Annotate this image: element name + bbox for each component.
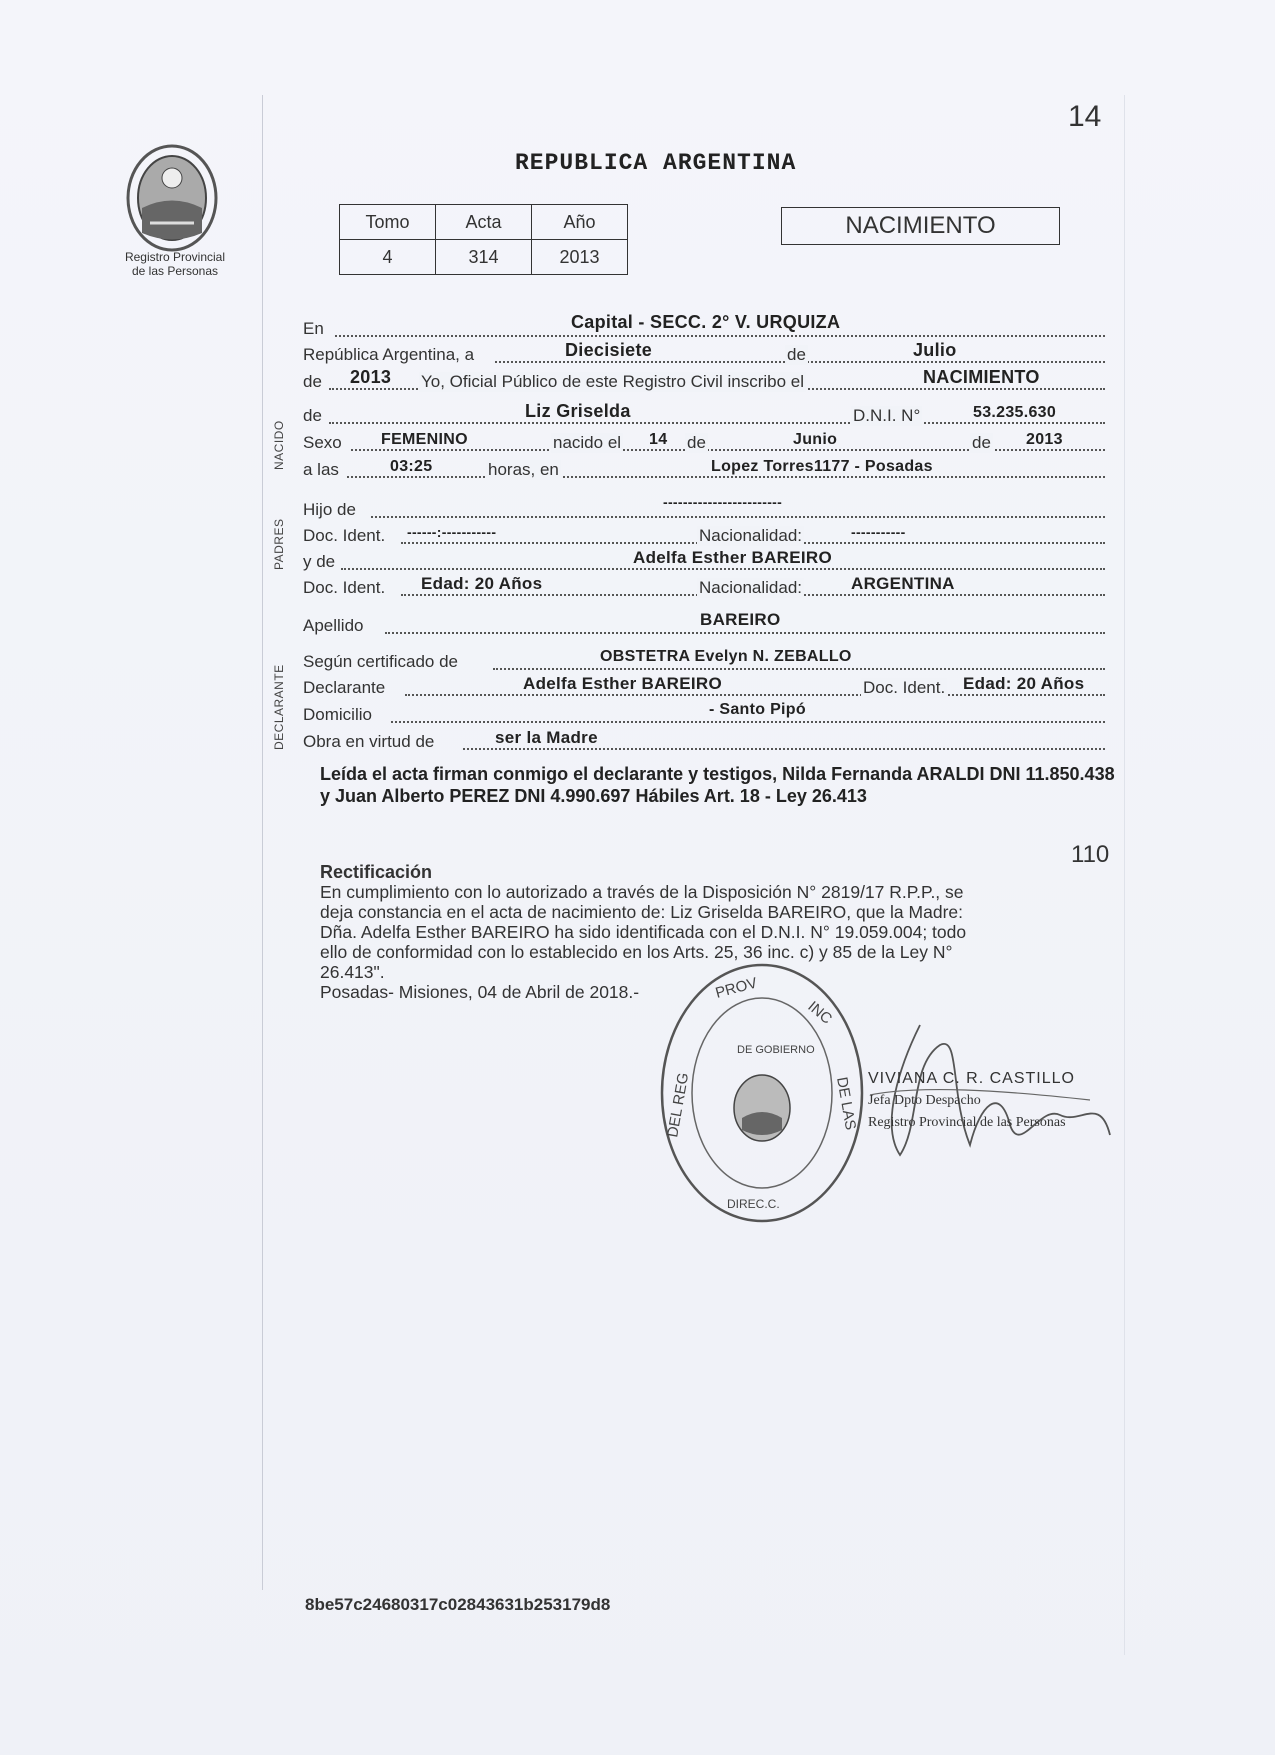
side-label-nacido: NACIDO <box>272 420 286 470</box>
label-hijo: Hijo de <box>303 500 356 519</box>
label-de: de <box>787 345 806 364</box>
signer-org: Registro Provincial de las Personas <box>868 1115 1066 1130</box>
value-domicilio: - Santo Pipó <box>709 701 806 718</box>
label-declarante: Declarante <box>303 678 386 697</box>
row-sexo <box>303 429 1105 453</box>
rectification-line: ello de conformidad con lo establecido en los Arts. 25, 36 inc. c) y 85 de la Ley N° <box>320 942 953 962</box>
svg-text:DE LAS: DE LAS <box>833 1075 860 1132</box>
side-label-padres: PADRES <box>272 518 286 570</box>
registry-label <box>100 250 250 278</box>
row-en <box>303 312 1105 339</box>
svg-text:DE GOBIERNO: DE GOBIERNO <box>737 1044 815 1056</box>
dotted-line <box>493 668 1105 670</box>
value-doc3: Edad: 20 Años <box>963 674 1085 693</box>
svg-text:DIREC.C.: DIREC.C. <box>727 1197 780 1211</box>
signer-title: Jefa Dpto Despacho <box>868 1093 981 1108</box>
value-obra: ser la Madre <box>495 728 598 747</box>
label-republica: República Argentina, a <box>303 345 475 364</box>
value-anio-inscripcion: 2013 <box>350 367 392 387</box>
dotted-line <box>329 422 1105 424</box>
header-tomo: Tomo <box>340 205 436 240</box>
value-apellido: BAREIRO <box>700 610 781 629</box>
value-tomo: 4 <box>340 240 436 275</box>
row-hora <box>303 456 1105 480</box>
label-doc3: Doc. Ident. <box>863 678 946 697</box>
record-table <box>339 204 628 275</box>
folio-number: 110 <box>1071 841 1110 868</box>
province-emblem-icon <box>120 138 224 258</box>
row-segun <box>303 648 1105 672</box>
value-nac1: ----------- <box>851 524 906 540</box>
value-nac-dia: 14 <box>649 431 668 448</box>
rectification-date: Posadas- Misiones, 04 de Abril de 2018.- <box>320 982 640 1002</box>
label-oficial: Yo, Oficial Público de este Registro Civil inscribo el <box>421 372 804 391</box>
value-dia: Diecisiete <box>565 340 653 360</box>
label-doc2: Doc. Ident. <box>303 578 386 597</box>
label-dni: D.N.I. N° <box>853 406 921 425</box>
value-doc2: Edad: 20 Años <box>421 574 543 593</box>
header-acta: Acta <box>436 205 532 240</box>
value-segun: OBSTETRA Evelyn N. ZEBALLO <box>600 648 852 665</box>
row-obra <box>303 728 1105 752</box>
registry-label-line2: de las Personas <box>131 264 219 278</box>
value-hora: 03:25 <box>390 458 433 475</box>
row-nombre <box>303 402 1105 426</box>
label-segun: Según certificado de <box>303 652 458 671</box>
row-republica <box>303 341 1105 365</box>
signer-name: VIVIANA C. R. CASTILLO <box>868 1070 1075 1087</box>
value-inscribo: NACIMIENTO <box>923 367 1040 387</box>
dotted-line <box>385 632 1105 634</box>
row-declarante <box>303 674 1105 698</box>
label-en: En <box>303 319 324 338</box>
closing-statement: Leída el acta firman conmigo el declarante y testigos, Nilda Fernanda ARALDI DNI 11.850.438 y Juan Alberto PEREZ DNI 4.990.697 Hábiles Art. 18 - Ley 26.413 <box>320 764 1115 806</box>
rectification-line: Dña. Adelfa Esther BAREIRO ha sido identificada con el D.N.I. N° 19.059.004; todo <box>320 922 967 942</box>
right-margin-line <box>1124 95 1125 1655</box>
label-nacido: nacido el <box>553 433 622 452</box>
label-nac1: Nacionalidad: <box>699 526 803 545</box>
document-hash: 8be57c24680317c02843631b253179d8 <box>305 1595 611 1614</box>
dotted-line <box>405 694 1105 696</box>
side-label-declarante: DECLARANTE <box>272 664 286 750</box>
row-anio <box>303 368 1105 392</box>
value-nac-anio: 2013 <box>1026 431 1063 448</box>
rectification-title: Rectificación <box>320 862 433 882</box>
label-domicilio: Domicilio <box>303 705 372 724</box>
value-lugar-registro: Capital - SECC. 2° V. URQUIZA <box>571 312 841 332</box>
value-acta: 314 <box>436 240 532 275</box>
value-nac2: ARGENTINA <box>851 574 955 593</box>
label-doc1: Doc. Ident. <box>303 526 386 545</box>
value-madre: Adelfa Esther BAREIRO <box>633 548 833 567</box>
value-mes: Julio <box>913 340 957 360</box>
value-nac-mes: Junio <box>793 431 838 448</box>
label-de3: de <box>303 406 322 425</box>
row-domicilio <box>303 701 1105 725</box>
value-dni: 53.235.630 <box>973 404 1057 421</box>
value-doc1: ------:----------- <box>407 524 497 540</box>
label-nac2: Nacionalidad: <box>699 578 803 597</box>
value-nombre: Liz Griselda <box>525 401 631 421</box>
row-hijo <box>303 496 1105 520</box>
row-doc1 <box>303 522 1105 546</box>
country-title: REPUBLICA ARGENTINA <box>515 150 797 176</box>
page-number: 14 <box>1068 100 1102 133</box>
signer-block <box>868 1068 1075 1134</box>
dotted-line <box>341 568 1105 570</box>
label-horas: horas, en <box>488 460 559 479</box>
label-apellido: Apellido <box>303 616 364 635</box>
dotted-line <box>391 721 1105 723</box>
label-alas: a las <box>303 460 339 479</box>
record-type-box: NACIMIENTO <box>781 207 1060 245</box>
svg-text:PROV: PROV <box>713 974 760 1002</box>
value-sexo: FEMENINO <box>381 431 468 448</box>
margin-line <box>262 95 263 1590</box>
svg-text:DEL REG: DEL REG <box>664 1071 693 1139</box>
header-anio: Año <box>532 205 628 240</box>
label-obra: Obra en virtud de <box>303 732 435 751</box>
label-de4: de <box>687 433 706 452</box>
row-doc2 <box>303 574 1105 598</box>
svg-text:INC: INC <box>804 998 836 1028</box>
official-seal-icon <box>657 958 867 1228</box>
registry-label-line1: Registro Provincial <box>124 250 226 264</box>
label-yde: y de <box>303 552 336 571</box>
value-anio: 2013 <box>532 240 628 275</box>
dotted-line <box>335 335 1105 337</box>
row-madre <box>303 548 1105 572</box>
rectification-line: En cumplimiento con lo autorizado a través de la Disposición N° 2819/17 R.P.P., se <box>320 882 964 902</box>
label-de5: de <box>972 433 991 452</box>
dotted-line <box>371 516 1105 518</box>
rectification-line: 26.413". <box>320 962 385 982</box>
label-sexo: Sexo <box>303 433 342 452</box>
dotted-line <box>463 748 1105 750</box>
label-de2: de <box>303 372 322 391</box>
dotted-line <box>347 476 1105 478</box>
rectification-line: deja constancia en el acta de nacimiento de: Liz Griselda BAREIRO, que la Madre: <box>320 902 963 922</box>
row-apellido <box>303 612 1105 636</box>
value-lugar-nacimiento: Lopez Torres1177 - Posadas <box>711 458 933 475</box>
value-declarante: Adelfa Esther BAREIRO <box>523 674 723 693</box>
value-padre: ------------------------ <box>663 494 783 510</box>
